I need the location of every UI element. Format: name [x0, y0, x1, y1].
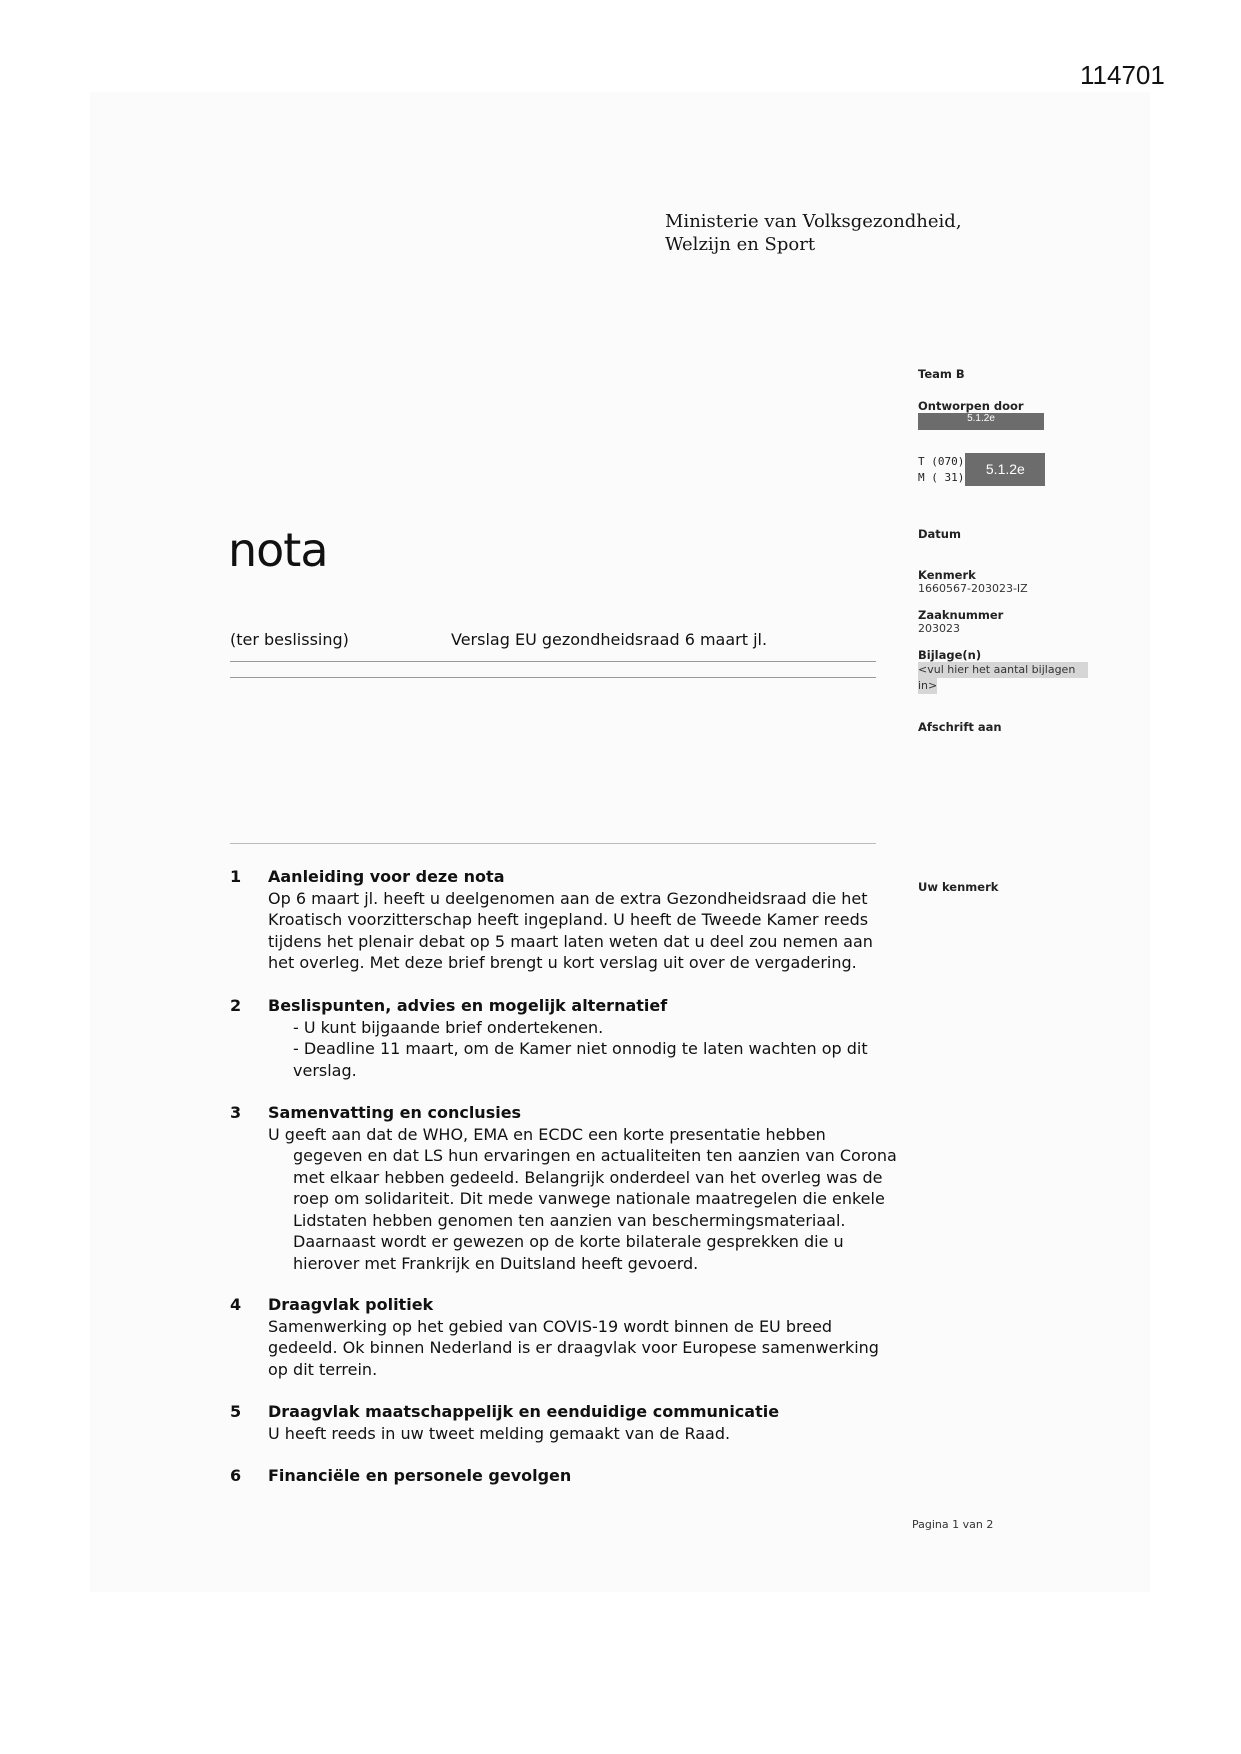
- section-line: U heeft reeds in uw tweet melding gemaakt van de Raad.: [268, 1423, 731, 1443]
- section-line: met elkaar hebben gedeeld. Belangrijk onderdeel van het overleg was de: [293, 1167, 883, 1187]
- section-line: Op 6 maart jl. heeft u deelgenomen aan de extra Gezondheidsraad die het: [268, 888, 868, 908]
- section-number: 5: [230, 1402, 242, 1421]
- phone-redaction-box: 5.1.2e: [965, 453, 1045, 486]
- ministry-logo-text: [665, 210, 962, 256]
- sidebar-zaaknummer: [918, 608, 1003, 635]
- zaaknummer-label: Zaaknummer: [918, 608, 1004, 622]
- sidebar-kenmerk: [918, 568, 1028, 595]
- section-line: verslag.: [293, 1060, 357, 1080]
- redaction-box: 5.1.2e: [918, 413, 1044, 430]
- section-number: 6: [230, 1466, 242, 1485]
- document-type: (ter beslissing): [230, 630, 349, 649]
- section-line: U geeft aan dat de WHO, EMA en ECDC een korte presentatie hebben: [268, 1124, 826, 1144]
- section-6: [230, 1465, 910, 1487]
- section-4: [230, 1294, 910, 1380]
- section-heading: Samenvatting en conclusies: [268, 1103, 522, 1122]
- section-number: 3: [230, 1103, 242, 1122]
- section-heading: Aanleiding voor deze nota: [268, 867, 505, 886]
- bijlagen-label: Bijlage(n): [918, 648, 982, 662]
- section-line: Lidstaten hebben genomen ten aanzien van beschermingsmateriaal.: [293, 1210, 846, 1230]
- zaaknummer-value: 203023: [918, 622, 960, 635]
- sidebar-afschrift: [918, 720, 1002, 734]
- section-5: [230, 1401, 910, 1444]
- phone-numbers: [918, 454, 964, 486]
- section-number: 2: [230, 996, 242, 1015]
- section-line: tijdens het plenair debat op 5 maart laten weten dat u deel zou nemen aan: [268, 931, 873, 951]
- bijlagen-placeholder-2: in>: [918, 679, 938, 692]
- page-number: Pagina 1 van 2: [912, 1518, 994, 1531]
- section-3: [230, 1102, 910, 1274]
- section-heading: Beslispunten, advies en mogelijk alternatief: [268, 996, 668, 1015]
- kenmerk-value: 1660567-203023-IZ: [918, 582, 1028, 595]
- section-line: roep om solidariteit. Dit mede vanwege nationale maatregelen die enkele: [293, 1189, 885, 1208]
- phone-m: M ( 31): [918, 470, 965, 484]
- section-line: gegeven en dat LS hun ervaringen en actualiteiten ten aanzien van Corona: [293, 1146, 897, 1165]
- section-heading: Draagvlak maatschappelijk en eenduidige communicatie: [268, 1402, 780, 1421]
- section-line: het overleg. Met deze brief brengt u kort verslag uit over de vergadering.: [268, 953, 857, 972]
- ministry-line-2: Welzijn en Sport: [665, 234, 816, 255]
- sidebar-team: [918, 367, 965, 381]
- section-number: 4: [230, 1295, 242, 1314]
- document-title: nota: [228, 523, 328, 577]
- datum-label: Datum: [918, 527, 961, 541]
- divider-3: [230, 843, 876, 844]
- sidebar-uw-kenmerk: [918, 880, 998, 894]
- section-number: 1: [230, 867, 242, 886]
- section-line: Samenwerking op het gebied van COVIS-19 wordt binnen de EU breed: [268, 1316, 833, 1336]
- document-number: 114701: [1080, 60, 1165, 90]
- divider-2: [230, 677, 876, 678]
- afschrift-label: Afschrift aan: [918, 720, 1002, 734]
- section-heading: Draagvlak politiek: [268, 1295, 434, 1314]
- section-line: op dit terrein.: [268, 1359, 378, 1379]
- team-label: Team B: [918, 367, 965, 381]
- section-line: gedeeld. Ok binnen Nederland is er draagvlak voor Europese samenwerking: [268, 1338, 879, 1357]
- section-2: [230, 995, 910, 1081]
- designed-by-label: Ontworpen door: [918, 399, 1024, 413]
- document-subject: Verslag EU gezondheidsraad 6 maart jl.: [451, 630, 768, 649]
- section-line: Kroatisch voorzitterschap heeft ingepland. U heeft de Tweede Kamer reeds: [268, 910, 869, 929]
- section-1: [230, 866, 910, 974]
- phone-t: T (070): [918, 454, 965, 468]
- ministry-line-1: Ministerie van Volksgezondheid,: [665, 211, 962, 232]
- section-line: Daarnaast wordt er gewezen op de korte bilaterale gesprekken die u: [293, 1232, 844, 1251]
- bijlagen-placeholder-1: <vul hier het aantal bijlagen: [918, 662, 1088, 678]
- uw-kenmerk-label: Uw kenmerk: [918, 880, 999, 894]
- section-line: - U kunt bijgaande brief ondertekenen.: [293, 1017, 604, 1037]
- section-heading: Financiële en personele gevolgen: [268, 1466, 572, 1485]
- section-line: hierover met Frankrijk en Duitsland heeft gevoerd.: [293, 1253, 699, 1273]
- kenmerk-label: Kenmerk: [918, 568, 976, 582]
- divider-1: [230, 661, 876, 662]
- sidebar-designed-by: [918, 399, 1044, 430]
- section-line: - Deadline 11 maart, om de Kamer niet onnodig te laten wachten op dit: [293, 1039, 868, 1058]
- sidebar-phone: [918, 453, 1045, 486]
- sidebar-datum: [918, 527, 961, 541]
- sidebar-bijlagen: [918, 648, 1088, 694]
